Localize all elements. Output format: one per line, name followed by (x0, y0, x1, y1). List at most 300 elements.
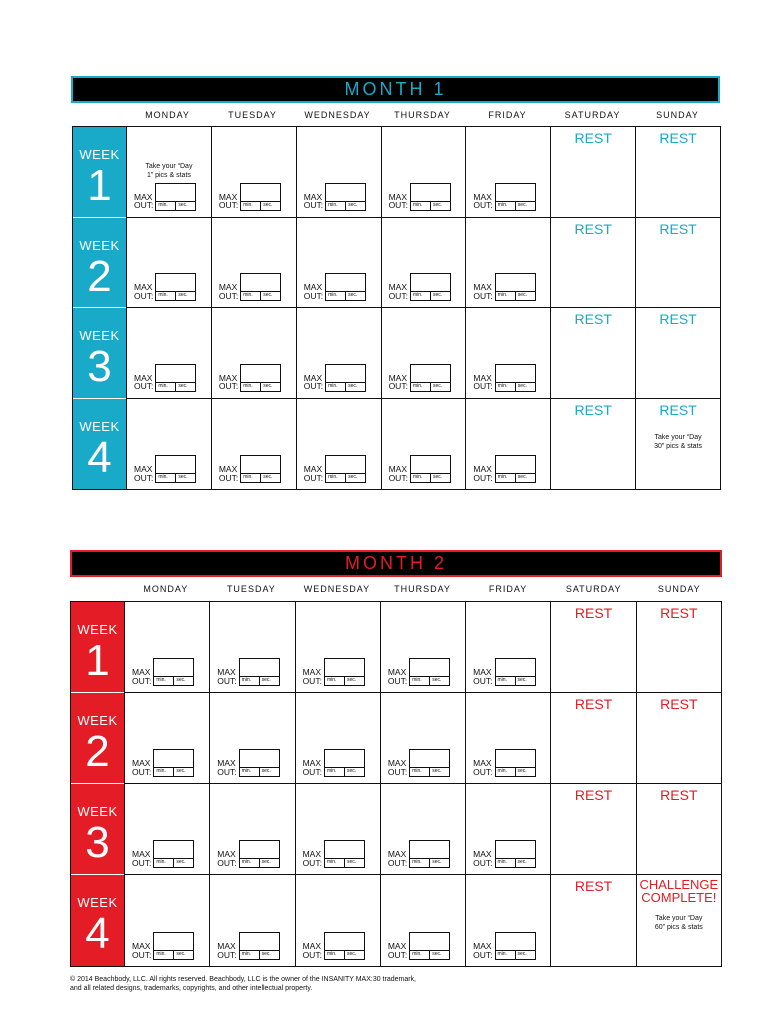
max-out-field (132, 840, 194, 868)
out-label: OUT: (388, 472, 408, 483)
max-out-field (303, 840, 365, 868)
min-label: min. (410, 677, 430, 685)
day-cell-saturday[interactable] (550, 875, 635, 966)
max-out-time-box[interactable] (410, 183, 451, 211)
week-word: WEEK (79, 328, 120, 343)
max-out-label (304, 283, 323, 300)
day-cell-monday[interactable] (126, 399, 211, 490)
max-label: MAX (132, 941, 151, 951)
week-number: 2 (85, 727, 110, 776)
week-number: 3 (85, 818, 110, 867)
sec-label: sec. (517, 201, 527, 208)
max-out-label (134, 283, 153, 300)
max-out-label (473, 465, 492, 482)
day-cell-tuesday[interactable] (211, 218, 296, 309)
max-label: MAX (134, 191, 153, 202)
max-out-time-box[interactable] (410, 455, 451, 483)
day-cell-tuesday[interactable] (209, 602, 294, 693)
time-units (240, 858, 279, 867)
day-cell-wednesday[interactable] (296, 127, 381, 218)
time-units (411, 473, 450, 482)
max-label: MAX (303, 282, 323, 292)
day-label-thursday: THURSDAY (394, 110, 451, 120)
day-label-saturday: SATURDAY (565, 584, 622, 594)
max-out-label (304, 465, 323, 482)
out-label: OUT: (218, 472, 239, 483)
max-out-label (303, 759, 322, 776)
day-cell-saturday[interactable] (550, 127, 635, 218)
sec-label: sec. (432, 474, 443, 480)
out-label: OUT: (388, 381, 408, 391)
max-label: MAX (302, 667, 321, 677)
month-2-day-header (123, 584, 722, 594)
max-label: MAX (134, 282, 153, 292)
day-cell-thursday[interactable] (380, 693, 465, 784)
min-label: min. (154, 768, 174, 776)
max-out-label (217, 668, 236, 685)
day-label-sunday: SUNDAY (656, 110, 699, 120)
max-out-field (219, 364, 281, 392)
max-out-label (473, 942, 492, 959)
min-label: min. (154, 677, 174, 685)
max-label: MAX (217, 849, 236, 859)
day-cell-friday[interactable] (465, 784, 550, 875)
min-label: min. (496, 859, 516, 867)
max-out-label (219, 283, 238, 300)
min-label: min. (154, 951, 174, 959)
day-cell-thursday[interactable] (380, 875, 465, 966)
max-out-field (219, 273, 281, 301)
time-units (241, 473, 280, 482)
out-label: OUT: (132, 766, 152, 777)
sec-label: sec. (517, 859, 527, 865)
day-cell-sunday[interactable] (636, 693, 721, 784)
max-out-time-box[interactable] (324, 749, 365, 777)
rest-label: REST (574, 220, 612, 237)
max-label: MAX (302, 941, 321, 951)
out-label: OUT: (387, 766, 408, 777)
time-units (326, 473, 365, 482)
day-cell-wednesday[interactable] (296, 308, 381, 399)
max-out-time-box[interactable] (324, 840, 365, 868)
max-label: MAX (388, 282, 407, 292)
max-label: MAX (132, 758, 151, 768)
day-cell-tuesday[interactable] (209, 784, 294, 875)
max-out-field (304, 455, 366, 483)
min-label: min. (325, 951, 345, 959)
max-out-time-box[interactable] (325, 183, 366, 211)
min-label: min. (325, 768, 345, 776)
time-units (154, 767, 193, 776)
day-cell-wednesday[interactable] (295, 875, 380, 966)
out-label: OUT: (218, 200, 239, 210)
max-out-time-box[interactable] (239, 932, 280, 960)
max-label: MAX (218, 372, 238, 383)
max-out-time-box[interactable] (495, 455, 536, 483)
min-label: min. (410, 859, 430, 867)
max-out-label (217, 759, 236, 776)
max-out-time-box[interactable] (153, 840, 194, 868)
min-label: min. (156, 202, 176, 210)
rest-label: REST (574, 401, 612, 418)
max-out-label (219, 374, 238, 391)
max-out-field (473, 658, 535, 686)
day-cell-monday[interactable] (124, 784, 209, 875)
sec-label: sec. (176, 859, 186, 865)
max-out-field (134, 364, 196, 392)
month-1-calendar (72, 126, 721, 490)
min-label: min. (325, 859, 345, 867)
day-cell-tuesday[interactable] (211, 127, 296, 218)
max-label: MAX (473, 464, 492, 474)
max-label: MAX (217, 758, 236, 768)
max-out-field (389, 273, 451, 301)
rest-label: REST (659, 401, 697, 418)
min-label: min. (240, 768, 260, 776)
day-cell-wednesday[interactable] (295, 693, 380, 784)
max-out-time-box[interactable] (239, 840, 280, 868)
max-out-label (473, 668, 492, 685)
max-out-field (134, 273, 196, 301)
day-cell-thursday[interactable] (380, 784, 465, 875)
challenge-complete: CHALLENGE COMPLETE! (639, 877, 719, 905)
min-label: min. (241, 383, 261, 391)
max-out-field (304, 364, 366, 392)
max-out-field (473, 932, 535, 960)
sec-label: sec. (178, 201, 188, 208)
day-cell-sunday[interactable] (636, 875, 721, 966)
day-cell-sunday[interactable] (635, 308, 720, 399)
day-label-tuesday: TUESDAY (226, 584, 276, 594)
out-label: OUT: (473, 200, 493, 210)
day-cell-saturday[interactable] (550, 602, 635, 693)
max-label: MAX (387, 667, 407, 677)
rest-label: REST (574, 605, 613, 621)
day-cell-friday[interactable] (465, 308, 550, 399)
max-out-field (217, 749, 279, 777)
max-out-field (473, 183, 535, 211)
out-label: OUT: (217, 675, 237, 686)
day-cell-thursday[interactable] (381, 399, 466, 490)
max-label: MAX (473, 372, 492, 383)
min-label: min. (496, 383, 516, 391)
max-label: MAX (473, 758, 492, 768)
day-label-sunday: SUNDAY (657, 584, 701, 594)
day-label-tuesday: TUESDAY (228, 110, 277, 120)
max-out-field (219, 183, 281, 211)
sec-label: sec. (263, 474, 273, 480)
max-out-time-box[interactable] (325, 364, 366, 392)
max-out-time-box[interactable] (495, 364, 536, 392)
rest-label: REST (574, 787, 613, 803)
week-word: WEEK (77, 804, 118, 819)
max-out-time-box[interactable] (495, 183, 536, 211)
min-label: min. (496, 202, 516, 210)
min-label: min. (241, 474, 261, 482)
day-label-saturday: SATURDAY (564, 110, 621, 120)
rest-label: REST (659, 220, 697, 237)
day-30-note: Take your “Day 30” pics & stats (654, 433, 702, 450)
day-cell-sunday[interactable] (636, 784, 721, 875)
out-label: OUT: (303, 200, 324, 210)
sec-label: sec. (346, 951, 357, 957)
sec-label: sec. (178, 382, 188, 389)
max-label: MAX (388, 191, 407, 202)
max-out-time-box[interactable] (409, 749, 450, 777)
max-out-label (134, 465, 153, 482)
min-label: min. (411, 292, 431, 300)
day-cell-wednesday[interactable] (296, 218, 381, 309)
time-units (240, 950, 279, 959)
max-out-time-box[interactable] (240, 455, 281, 483)
rest-label: REST (660, 787, 698, 803)
max-out-time-box[interactable] (153, 932, 194, 960)
day-cell-thursday[interactable] (381, 218, 466, 309)
min-label: min. (240, 677, 260, 685)
min-label: min. (156, 292, 176, 300)
day-cell-saturday[interactable] (550, 693, 635, 784)
max-out-field (388, 932, 450, 960)
day-cell-wednesday[interactable] (296, 399, 381, 490)
max-out-time-box[interactable] (324, 932, 365, 960)
day-cell-tuesday[interactable] (209, 693, 294, 784)
max-out-time-box[interactable] (409, 658, 450, 686)
sec-label: sec. (432, 859, 442, 865)
max-label: MAX (387, 758, 407, 768)
out-label: OUT: (134, 290, 154, 301)
time-units (241, 382, 280, 391)
day-cell-wednesday[interactable] (295, 784, 380, 875)
rest-label: REST (660, 605, 698, 621)
out-label: OUT: (473, 381, 493, 391)
max-out-label (219, 465, 238, 482)
max-out-time-box[interactable] (155, 273, 196, 301)
day-cell-sunday[interactable] (635, 218, 720, 309)
week-word: WEEK (79, 418, 120, 434)
sec-label: sec. (348, 292, 358, 298)
max-out-field (303, 932, 365, 960)
out-label: OUT: (217, 857, 237, 868)
max-label: MAX (303, 191, 323, 202)
max-out-time-box[interactable] (324, 658, 365, 686)
day-cell-friday[interactable] (465, 693, 550, 784)
day-cell-saturday[interactable] (550, 784, 635, 875)
out-label: OUT: (217, 949, 237, 960)
max-out-label (132, 850, 151, 867)
sec-label: sec. (346, 768, 357, 774)
day-cell-tuesday[interactable] (211, 308, 296, 399)
day-cell-friday[interactable] (465, 399, 550, 490)
day-cell-monday[interactable] (124, 602, 209, 693)
max-label: MAX (473, 191, 492, 202)
max-out-time-box[interactable] (325, 273, 366, 301)
out-label: OUT: (218, 381, 239, 391)
time-units (496, 767, 535, 776)
min-label: min. (411, 474, 431, 482)
time-units (154, 950, 193, 959)
min-label: min. (496, 768, 516, 776)
day-cell-friday[interactable] (465, 602, 550, 693)
max-out-time-box[interactable] (240, 183, 281, 211)
max-out-field (388, 749, 450, 777)
max-label: MAX (218, 464, 238, 474)
max-out-field (134, 455, 196, 483)
out-label: OUT: (387, 857, 408, 868)
max-out-time-box[interactable] (239, 658, 280, 686)
max-label: MAX (132, 667, 151, 677)
rest-label: REST (574, 878, 613, 894)
max-out-label (388, 850, 407, 867)
max-out-label (132, 668, 151, 685)
min-label: min. (410, 951, 430, 959)
sec-label: sec. (261, 768, 271, 774)
sec-label: sec. (261, 951, 271, 957)
out-label: OUT: (134, 200, 154, 210)
max-out-time-box[interactable] (410, 273, 451, 301)
sec-label: sec. (176, 677, 186, 683)
max-out-time-box[interactable] (155, 455, 196, 483)
day-cell-sunday[interactable] (635, 399, 720, 490)
max-out-field (132, 749, 194, 777)
max-out-time-box[interactable] (239, 749, 280, 777)
max-out-label (217, 942, 236, 959)
week-word: WEEK (77, 622, 118, 637)
sec-label: sec. (263, 201, 273, 208)
sec-label: sec. (432, 951, 442, 957)
max-out-field (389, 455, 451, 483)
week-number: 1 (87, 161, 112, 210)
max-label: MAX (473, 667, 492, 677)
max-out-time-box[interactable] (409, 932, 450, 960)
min-label: min. (496, 677, 516, 685)
max-out-field (473, 364, 535, 392)
max-out-label (389, 374, 408, 391)
day-60-note: Take your “Day 60” pics & stats (654, 915, 703, 931)
out-label: OUT: (473, 857, 493, 868)
day-cell-saturday[interactable] (550, 308, 635, 399)
month-2-title (70, 550, 722, 577)
day-cell-saturday[interactable] (550, 399, 635, 490)
time-units (496, 382, 535, 391)
max-out-field (134, 183, 196, 211)
day-cell-saturday[interactable] (550, 218, 635, 309)
max-out-time-box[interactable] (155, 364, 196, 392)
max-out-field (217, 658, 279, 686)
min-label: min. (326, 202, 346, 210)
min-label: min. (240, 859, 260, 867)
min-label: min. (240, 951, 260, 959)
min-label: min. (154, 859, 174, 867)
max-out-time-box[interactable] (495, 749, 536, 777)
rest-label: REST (574, 130, 612, 146)
min-label: min. (411, 202, 431, 210)
time-units (325, 950, 364, 959)
max-out-time-box[interactable] (410, 364, 451, 392)
day-cell-monday[interactable] (126, 218, 211, 309)
max-out-time-box[interactable] (240, 273, 281, 301)
week-3-label (71, 784, 124, 875)
day-label-thursday: THURSDAY (394, 584, 451, 594)
day-cell-wednesday[interactable] (295, 602, 380, 693)
week-number: 4 (87, 432, 112, 482)
sec-label: sec. (432, 292, 443, 298)
day-cell-sunday[interactable] (635, 127, 720, 218)
min-label: min. (496, 292, 516, 300)
out-label: OUT: (303, 472, 324, 483)
max-out-label (134, 374, 153, 391)
day-cell-thursday[interactable] (381, 308, 466, 399)
max-out-time-box[interactable] (155, 183, 196, 211)
day-cell-sunday[interactable] (636, 602, 721, 693)
day-cell-friday[interactable] (465, 127, 550, 218)
time-units (325, 676, 364, 685)
week-number: 2 (87, 251, 112, 301)
max-out-time-box[interactable] (495, 658, 536, 686)
day-cell-monday[interactable] (124, 693, 209, 784)
max-out-time-box[interactable] (495, 273, 536, 301)
max-out-label (304, 193, 323, 210)
day-cell-friday[interactable] (465, 218, 550, 309)
out-label: OUT: (132, 675, 152, 686)
time-units (156, 291, 195, 300)
week-1-label (73, 127, 126, 218)
max-out-field (389, 364, 451, 392)
time-units (241, 201, 280, 210)
min-label: min. (410, 768, 430, 776)
day-cell-thursday[interactable] (381, 127, 466, 218)
time-units (325, 858, 364, 867)
max-out-field (303, 658, 365, 686)
sec-label: sec. (432, 677, 442, 683)
day-cell-monday[interactable] (124, 875, 209, 966)
time-units (156, 382, 195, 391)
out-label: OUT: (473, 290, 493, 301)
max-label: MAX (303, 464, 323, 474)
max-out-time-box[interactable] (153, 658, 194, 686)
out-label: OUT: (473, 675, 493, 686)
max-out-time-box[interactable] (495, 840, 536, 868)
min-label: min. (325, 677, 345, 685)
day-cell-monday[interactable] (126, 308, 211, 399)
time-units (154, 858, 193, 867)
day-cell-friday[interactable] (465, 875, 550, 966)
week-word: WEEK (77, 895, 118, 910)
day-cell-tuesday[interactable] (209, 875, 294, 966)
out-label: OUT: (134, 472, 154, 483)
max-label: MAX (217, 941, 236, 951)
time-units (326, 382, 365, 391)
week-3-label (73, 308, 126, 399)
out-label: OUT: (302, 949, 322, 960)
max-out-field (219, 455, 281, 483)
max-out-time-box[interactable] (153, 749, 194, 777)
sec-label: sec. (517, 951, 527, 957)
max-out-time-box[interactable] (325, 455, 366, 483)
max-out-time-box[interactable] (240, 364, 281, 392)
max-out-label (388, 759, 407, 776)
rest-label: REST (574, 696, 613, 712)
out-label: OUT: (303, 381, 324, 391)
sec-label: sec. (432, 382, 443, 389)
max-label: MAX (132, 849, 151, 859)
max-out-time-box[interactable] (495, 932, 536, 960)
max-out-time-box[interactable] (409, 840, 450, 868)
sec-label: sec. (176, 768, 186, 774)
day-cell-monday[interactable] (126, 127, 211, 218)
day-cell-tuesday[interactable] (211, 399, 296, 490)
day-cell-thursday[interactable] (380, 602, 465, 693)
max-label: MAX (473, 941, 492, 951)
